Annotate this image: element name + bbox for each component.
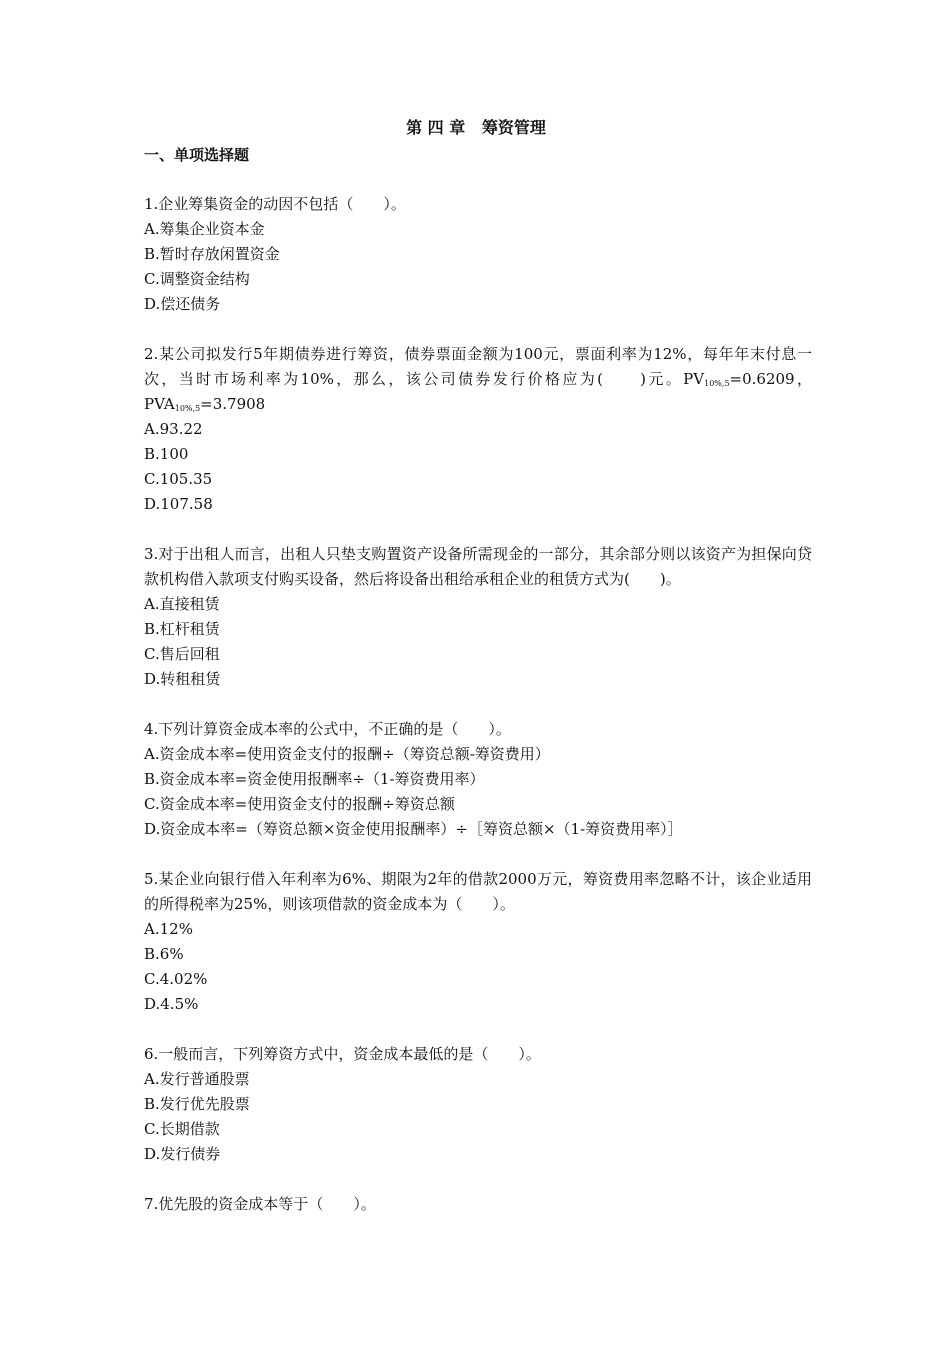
question-1 [144, 192, 812, 317]
option-c: C.105.35 [144, 470, 213, 488]
question-2 [144, 342, 812, 517]
option-b: B.资金成本率=资金使用报酬率÷（1-筹资费用率） [144, 770, 485, 788]
option-a: A.筹集企业资本金 [144, 220, 265, 238]
option-a: A.资金成本率=使用资金支付的报酬÷（筹资总额-筹资费用） [144, 745, 550, 763]
option-c: C.长期借款 [144, 1120, 220, 1138]
question-stem [144, 342, 812, 417]
option-a: A.直接租赁 [144, 595, 220, 613]
option-d: D.资金成本率=（筹资总额×资金使用报酬率）÷［筹资总额×（1-筹资费用率）］ [144, 820, 683, 838]
question-stem: 3.对于出租人而言，出租人只垫支购置资产设备所需现金的一部分，其余部分则以该资产为担保向贷款机构借入款项支付购买设备，然后将设备出租给承租企业的租赁方式为( )。 [144, 545, 812, 588]
option-c: C.售后回租 [144, 645, 220, 663]
question-stem: 6.一般而言，下列筹资方式中，资金成本最低的是（ ）。 [144, 1045, 541, 1063]
option-c: C.资金成本率=使用资金支付的报酬÷筹资总额 [144, 795, 455, 813]
question-stem: 7.优先股的资金成本等于（ ）。 [144, 1195, 376, 1213]
option-c: C.4.02% [144, 970, 208, 988]
stem-text-part-2: =0.6209，PVA [144, 370, 812, 413]
option-a: A.发行普通股票 [144, 1070, 250, 1088]
question-4 [144, 717, 812, 842]
option-b: B.暂时存放闲置资金 [144, 245, 280, 263]
option-c: C.调整资金结构 [144, 270, 250, 288]
option-d: D.转租租赁 [144, 670, 221, 688]
subscript-rate-period: 10%,5 [704, 379, 730, 388]
question-7 [144, 1192, 812, 1217]
question-3 [144, 542, 812, 692]
stem-text-part-3: =3.7908 [200, 395, 266, 413]
question-stem: 4.下列计算资金成本率的公式中，不正确的是（ ）。 [144, 720, 511, 738]
option-d: D.发行债券 [144, 1145, 221, 1163]
question-list [144, 192, 812, 1242]
option-d: D.107.58 [144, 495, 213, 513]
option-b: B.6% [144, 945, 184, 963]
stem-text-part-1: 2.某公司拟发行5年期债券进行筹资，债券票面金额为100元，票面利率为12%，每年年末付息一次，当时市场利率为10%，那么，该公司债券发行价格应为( )元。PV [144, 345, 812, 388]
subscript-rate-period: 10%,5 [174, 404, 201, 413]
option-a: A.12% [144, 920, 193, 938]
option-d: D.偿还债务 [144, 295, 221, 313]
option-b: B.杠杆租赁 [144, 620, 220, 638]
question-stem: 5.某企业向银行借入年利率为6%、期限为2年的借款2000万元，筹资费用率忽略不计，该企业适用的所得税率为25%，则该项借款的资金成本为（ ）。 [144, 870, 812, 913]
option-d: D.4.5% [144, 995, 199, 1013]
question-stem: 1.企业筹集资金的动因不包括（ ）。 [144, 195, 406, 213]
chapter-title: 第 四 章 筹资管理 [406, 118, 546, 137]
section-title: 一、单项选择题 [144, 146, 250, 164]
question-6 [144, 1042, 812, 1167]
question-5 [144, 867, 812, 1017]
option-a: A.93.22 [144, 420, 203, 438]
option-b: B.发行优先股票 [144, 1095, 250, 1113]
option-b: B.100 [144, 445, 189, 463]
